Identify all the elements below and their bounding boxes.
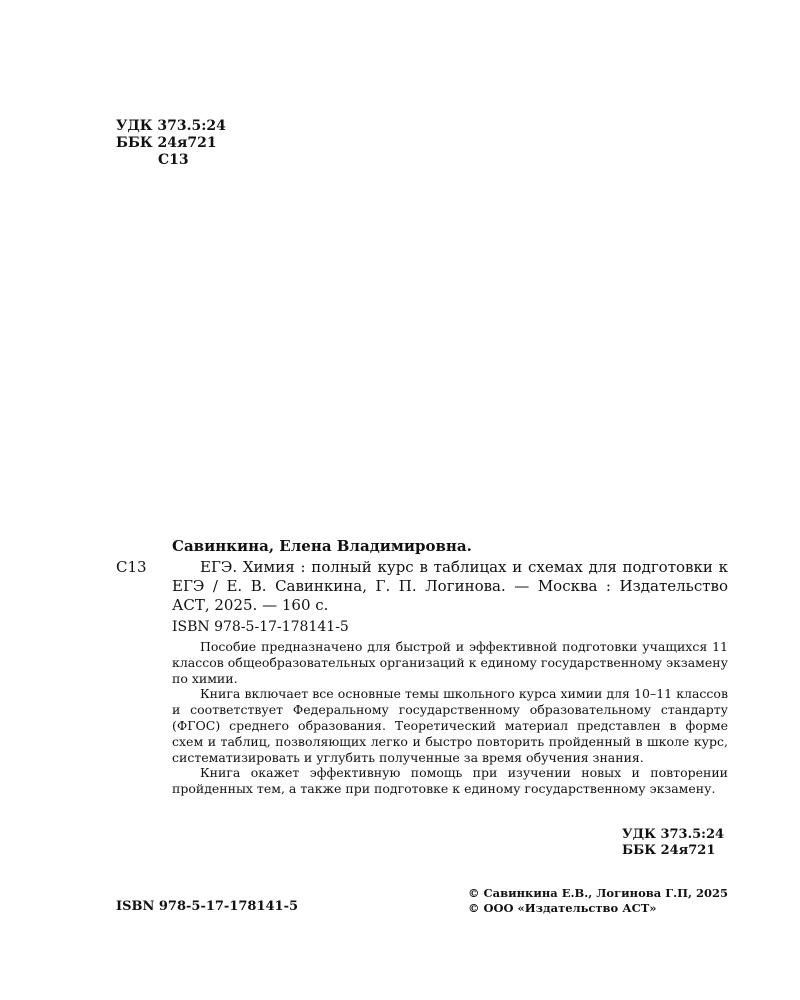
- right-bbk-code: ББК 24я721: [622, 843, 716, 858]
- right-classification-codes: [622, 827, 724, 859]
- copyright-authors: © Савинкина Е.В., Логинова Г.П, 2025: [468, 886, 729, 900]
- udk-code: УДК 373.5:24: [116, 118, 226, 134]
- title-statement: ЕГЭ. Химия : полный курс в таблицах и схемах для подготовки к ЕГЭ / Е. В. Савинкина, Г. П. Логинова. — Москва : Издательство АСТ, 2025. — 160 с.: [172, 558, 728, 614]
- record-isbn: ISBN 978-5-17-178141-5: [172, 619, 349, 635]
- annotation: [172, 639, 728, 797]
- footer-isbn: ISBN 978-5-17-178141-5: [116, 899, 299, 914]
- bbk-code: ББК 24я721: [116, 135, 217, 151]
- cutter-code: С13: [158, 152, 189, 168]
- author-heading: Савинкина, Елена Владимировна.: [172, 537, 472, 555]
- right-udk-code: УДК 373.5:24: [622, 827, 725, 842]
- copyright-publisher: © ООО «Издательство АСТ»: [468, 901, 657, 915]
- annotation-paragraph: Книга включает все основные темы школьного курса химии для 10–11 классов и соответствует Федеральному государственному образовательному стандарту (ФГОС) среднего образования. Теоретический материал представлен в форме схем и таблиц, позволяющих легко и быстро повторить пройденный в школе курс, систематизировать и углубить полученные за время обучения знания.: [172, 686, 728, 765]
- copyright-block: [468, 886, 728, 916]
- header-classification-codes: [116, 118, 226, 169]
- annotation-paragraph: Книга окажет эффективную помощь при изучении новых и повторении пройденных тем, а также при подготовке к единому государственному экзамену.: [172, 765, 728, 797]
- record-cutter-code: С13: [116, 558, 147, 576]
- annotation-paragraph: Пособие предназначено для быстрой и эффективной подготовки учащихся 11 классов общеобразовательных организаций к единому государственному экзамену по химии.: [172, 639, 728, 686]
